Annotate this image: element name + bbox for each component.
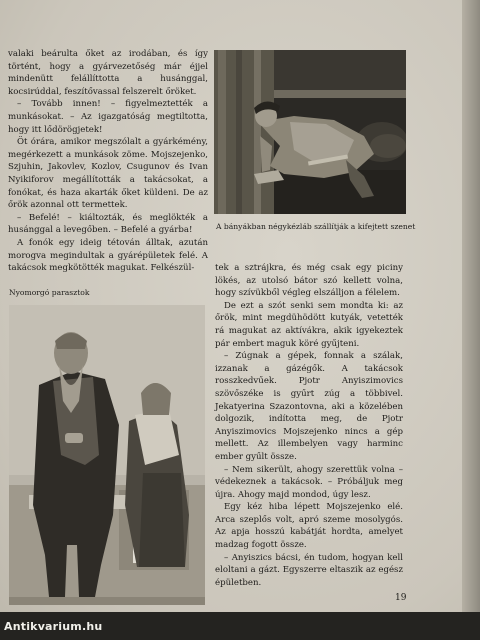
page-edge-shadow bbox=[462, 0, 480, 640]
paragraph: – Nem sikerült, ahogy szerettük volna – védekeznek a takácsok. – Próbáljuk meg újra. Ahogy majd mondod, úgy lesz. bbox=[215, 464, 403, 500]
watermark: Antikvarium.hu bbox=[4, 620, 103, 633]
right-text-column bbox=[215, 262, 403, 589]
paragraph: tek a sztrájkra, és még csak egy piciny lökés, az utolsó bátor szó kellett volna, hogy szívükből végleg elszálljon a félelem. bbox=[215, 263, 403, 299]
peasants-photo-illustration bbox=[9, 305, 205, 605]
paragraph: – Befelé! – kiáltozták, és meglökték a husánggal a levegőben. – Befelé a gyárba! bbox=[8, 212, 208, 236]
left-text-column bbox=[8, 48, 208, 275]
miner-photo-illustration bbox=[214, 50, 406, 214]
paragraph: A fonók egy ideig tétován álltak, azután morogva megindultak a gyárépületek felé. A takácsok megkötötték magukat. Felkészül- bbox=[8, 237, 208, 274]
paragraph: – Anyiszics bácsi, én tudom, hogyan kell eloltani a gázt. Egyszerre eltaszik az egész épületben. bbox=[215, 552, 403, 588]
miner-photo-caption: A bányákban négykézláb szállítják a kifejtett szenet bbox=[216, 222, 416, 231]
paragraph: valaki beárulta őket az irodában, és így történt, hogy a gyárvezetőség már éjjel mindenütt felállíttotta a husánggal, kocsirúddal, feszítővassal felszerelt őröket. bbox=[8, 49, 208, 97]
miner-photo bbox=[214, 50, 406, 214]
paragraph: – Zúgnak a gépek, fonnak a szálak, izzanak a gázégők. A takácsok rosszkedvűek. Pjotr Anyiszimovics szövőszéke is gyűrt zúg a többivel. Jekatyerina Szazontovna, aki a közelében dolgozik, indította meg, de Pjotr Anyiszimovics Mojszejenko nincs a gép mellett. Az illembelyen vagy harminc ember gyűlt össze. bbox=[215, 351, 403, 462]
paragraph: Öt órára, amikor megszólalt a gyárkémény, megérkezett a munkások zöme. Mojszejenko, Szjuhin, Jakovlev, Kozlov, Csugunov és Ivan Nyikiforov megállították a takácsokat, a fonókat, és haza akarták őket küldeni. De az őrök azonnal ott termettek. bbox=[8, 137, 208, 211]
paragraph: – Tovább innen! – figyelmeztették a munkásokat. – Az igazgatóság megtiltotta, hogy itt lődörögjetek! bbox=[8, 99, 208, 135]
page-number: 19 bbox=[395, 593, 407, 603]
paragraph: Egy kéz hiba lépett Mojszejenko elé. Arca szeplős volt, apró szeme mosolygós. Az apja hosszú kabátját hordta, amelyet madzag fogott össze. bbox=[215, 502, 403, 551]
peasants-photo bbox=[9, 305, 205, 605]
peasants-photo-caption: Nyomorgó parasztok bbox=[9, 288, 90, 297]
paragraph: De ezt a szót senki sem mondta ki: az őrök, mint megdühödött kutyák, vetették rá magukat az aktívákra, akik igyekeztek pár embert maguk köré gyűjteni. bbox=[215, 300, 403, 349]
